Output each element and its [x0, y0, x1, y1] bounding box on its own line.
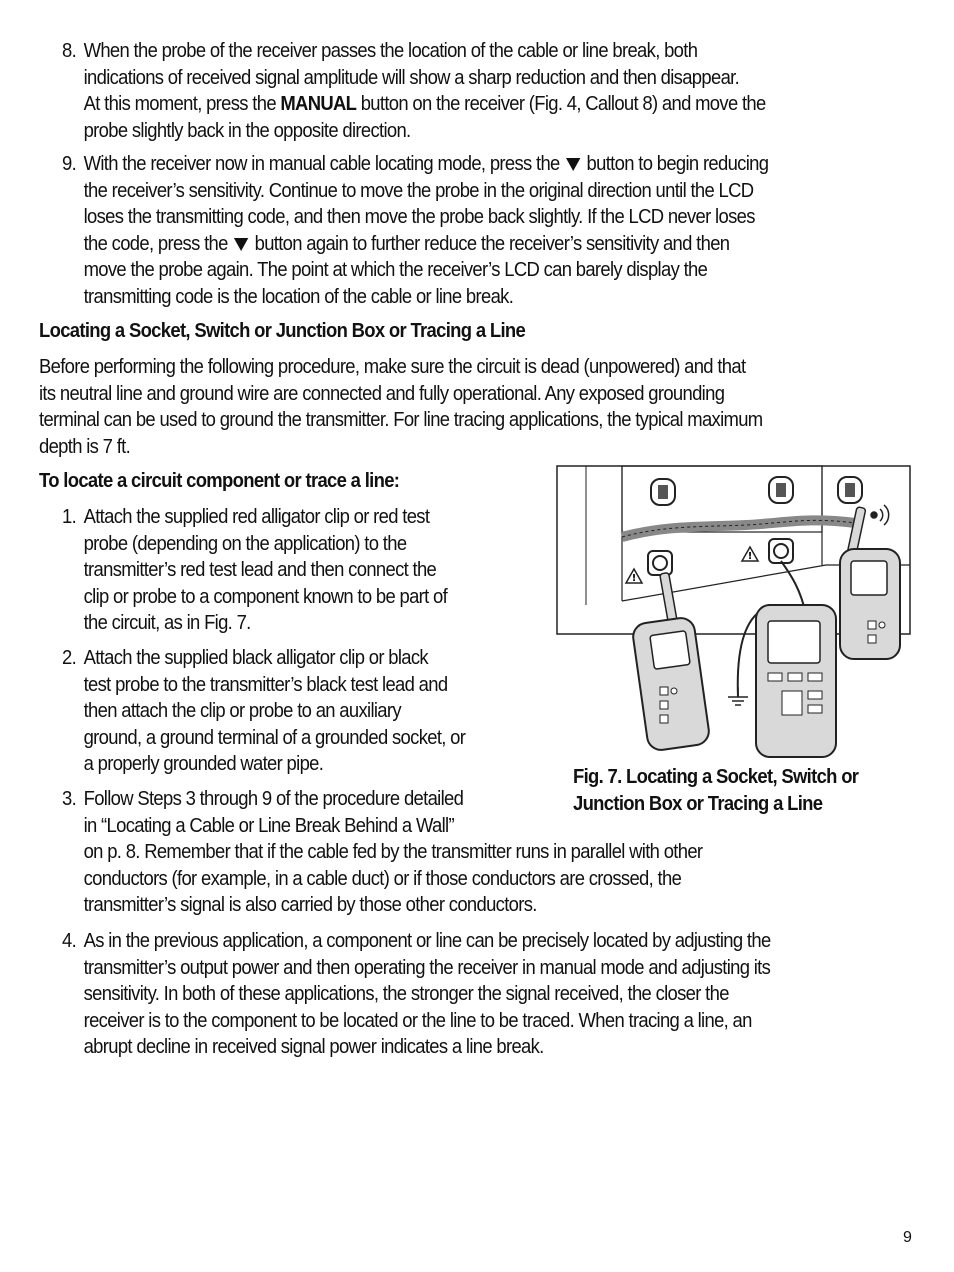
- step-line: receiver is to the component to be located or the line to be traced. When tracing a line, an: [83, 1008, 752, 1032]
- step-line: With the receiver now in manual cable locating mode, press the: [83, 152, 565, 175]
- junction-box-icon: [838, 477, 862, 503]
- step-line: on p. 8. Remember that if the cable fed by the transmitter runs in parallel with other: [83, 840, 703, 863]
- step-line: clip or probe to a component known to be part of: [83, 584, 448, 608]
- step-line: then attach the clip or probe to an auxiliary: [83, 699, 401, 722]
- step-line: button to begin reducing: [582, 152, 769, 175]
- intro-line: depth is 7 ft.: [39, 434, 131, 458]
- socket-icon: [769, 539, 793, 563]
- page-number: 9: [903, 1229, 912, 1246]
- step-line: in “Locating a Cable or Line Break Behind a Wall”: [83, 813, 454, 837]
- procedure-heading: To locate a circuit component or trace a line:: [39, 469, 400, 492]
- step-8: [62, 38, 818, 144]
- step-line: probe slightly back in the opposite direction.: [83, 118, 411, 142]
- step-line: test probe to the transmitter’s black test lead and: [83, 672, 448, 696]
- down-arrow-icon: [234, 238, 248, 251]
- junction-box-icon: [769, 477, 793, 503]
- step-2: [62, 645, 503, 780]
- section-heading: Locating a Socket, Switch or Junction Box or Tracing a Line: [39, 319, 526, 342]
- junction-box-icon: [651, 479, 675, 505]
- step-9: [62, 151, 836, 311]
- svg-text:!: !: [631, 573, 637, 584]
- intro-line: Before performing the following procedure, make sure the circuit is dead (unpowered) and that: [39, 355, 746, 378]
- manual-button-label: MANUAL: [280, 92, 357, 115]
- step-line: When the probe of the receiver passes the location of the cable or line break, both: [83, 39, 698, 62]
- step-line: probe (depending on the application) to the: [83, 531, 407, 555]
- socket-icon: [648, 551, 672, 575]
- step-line: the receiver’s sensitivity. Continue to move the probe in the original direction until the LCD: [83, 178, 754, 202]
- step-4: [62, 928, 845, 1063]
- intro-line: terminal can be used to ground the transmitter. For line tracing applications, the typical maximum: [39, 408, 763, 431]
- step-line: a properly grounded water pipe.: [83, 752, 324, 775]
- step-line: the code, press the: [83, 231, 233, 255]
- step-line: Follow Steps 3 through 9 of the procedure detailed: [83, 787, 464, 810]
- step-line: As in the previous application, a component or line can be precisely located by adjusting the: [83, 929, 771, 952]
- step-line: transmitter’s red test lead and then connect the: [83, 558, 437, 581]
- step-line: ground, a ground terminal of a grounded socket, or: [83, 725, 466, 749]
- step-line: Attach the supplied red alligator clip or red test: [83, 505, 430, 528]
- svg-text:!: !: [747, 551, 753, 562]
- step-number: 8.: [62, 39, 77, 62]
- transmitter: [756, 605, 836, 757]
- step-line: move the probe again. The point at which the receiver’s LCD can barely display the: [83, 258, 708, 281]
- caption-line: Fig. 7. Locating a Socket, Switch or: [573, 765, 859, 788]
- step-line: the circuit, as in Fig. 7.: [83, 611, 251, 634]
- step-line: sensitivity. In both of these applications, the stronger the signal received, the closer the: [83, 982, 729, 1005]
- step-line: Attach the supplied black alligator clip or black: [83, 646, 428, 669]
- step-line: transmitter’s output power and then operating the receiver in manual mode and adjusting its: [83, 955, 771, 979]
- figure-caption: [573, 764, 858, 817]
- ground-symbol-icon: [728, 687, 748, 705]
- down-arrow-icon: [566, 158, 580, 171]
- figure-7-illustration: [556, 465, 912, 765]
- step-line: transmitting code is the location of the cable or line break.: [83, 284, 514, 308]
- caption-line: Junction Box or Tracing a Line: [573, 791, 823, 815]
- figure-svg: [556, 465, 912, 765]
- step-number: 4.: [62, 929, 77, 952]
- step-number: 2.: [62, 646, 77, 669]
- step-line: button again to further reduce the receiver’s sensitivity and then: [250, 231, 730, 255]
- step-line: abrupt decline in received signal power indicates a line break.: [83, 1035, 544, 1058]
- step-line: loses the transmitting code, and then move the probe back slightly. If the LCD never loses: [83, 205, 755, 228]
- step-number: 3.: [62, 787, 77, 810]
- step-1: [62, 504, 494, 639]
- step-line: conductors (for example, in a cable duct) or if those conductors are crossed, the: [83, 866, 682, 890]
- step-line: button on the receiver (Fig. 4, Callout 8) and move the: [356, 92, 766, 115]
- intro-line: its neutral line and ground wire are connected and fully operational. Any exposed grounding: [39, 381, 725, 405]
- step-line: transmitter’s signal is also carried by those other conductors.: [83, 893, 537, 916]
- step-line: At this moment, press the: [83, 92, 281, 115]
- step-line: indications of received signal amplitude will show a sharp reduction and then disappear.: [83, 65, 740, 89]
- intro-paragraph: [39, 354, 762, 460]
- step-number: 9.: [62, 152, 77, 175]
- step-number: 1.: [62, 505, 77, 528]
